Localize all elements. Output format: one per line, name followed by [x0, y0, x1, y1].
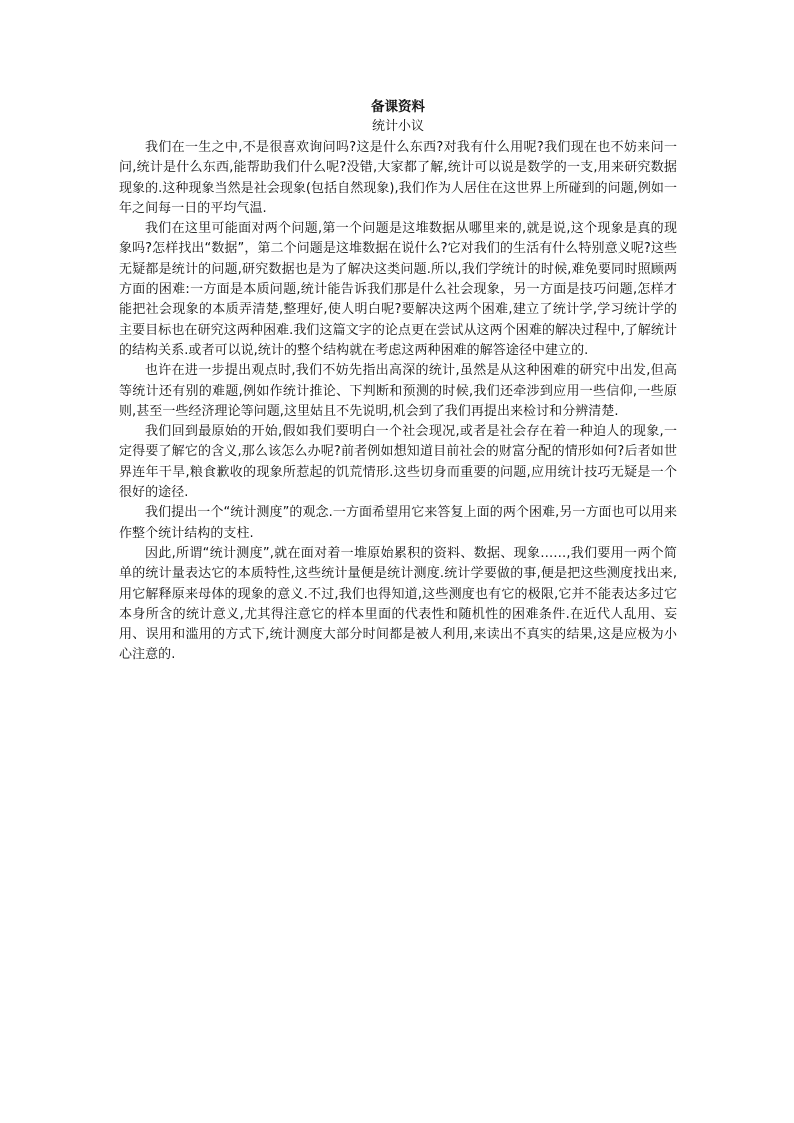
paragraph-6: 因此,所谓“统计测度”,就在面对着一堆原始累积的资料、数据、现象……,我们要用一两个简单的统计量表达它的本质特性,这些统计量便是统计测度.统计学要做的事,便是把这些测度找出来,用它解释原来母体的现象的意义.不过,我们也得知道,这些测度也有它的极限,它并不能表达多过它本身所含的统计意义,尤其得注意它的样本里面的代表性和随机性的困难条件.在近代人乱用、妄用、误用和滥用的方式下,统计测度大部分时间都是被人利用,来读出不真实的结果,这是应极为小心注意的.: [119, 545, 677, 663]
paragraph-1: 我们在一生之中,不是很喜欢询问吗?这是什么东西?对我有什么用呢?我们现在也不妨来问一问,统计是什么东西,能帮助我们什么呢?没错,大家都了解,统计可以说是数学的一支,用来研究数据现象的.这种现象当然是社会现象(包括自然现象),我们作为人居住在这世界上所碰到的问题,例如一年之间每一日的平均气温.: [119, 140, 677, 216]
document-title: 备课资料: [371, 99, 425, 115]
paragraph-3: 也许在进一步提出观点时,我们不妨先指出高深的统计,虽然是从这种困难的研究中出发,但高等统计还有别的难题,例如作统计推论、下判断和预测的时候,我们还牵涉到应用一些信仰,一些原则,甚至一些经济理论等问题,这里姑且不先说明,机会到了我们再提出来检讨和分辨清楚.: [119, 363, 677, 419]
paragraph-4: 我们回到最原始的开始,假如我们要明白一个社会现况,或者是社会存在着一种迫人的现象,一定得要了解它的含义,那么该怎么办呢?前者例如想知道目前社会的财富分配的情形如何?后者如世界连年干旱,粮食歉收的现象所惹起的饥荒情形.这些切身而重要的问题,应用统计技巧无疑是一个很好的途径.: [119, 424, 677, 501]
paragraph-2: 我们在这里可能面对两个问题,第一个问题是这堆数据从哪里来的,就是说,这个现象是真的现象吗?怎样找出“数据”，第二个问题是这堆数据在说什么?它对我们的生活有什么特别意义呢?这些无疑都是统计的问题,研究数据也是为了解决这类问题.所以,我们学统计的时候,难免要同时照顾两方面的困难:一方面是本质问题,统计能告诉我们那是什么社会现象，另一方面是技巧问题,怎样才能把社会现象的本质弄清楚,整理好,使人明白呢?要解决这两个困难,建立了统计学,学习统计学的主要目标也在研究这两种困难.我们这篇文字的论点更在尝试从这两个困难的解决过程中,了解统计的结构关系.或者可以说,统计的整个结构就在考虑这两种困难的解答途径中建立的.: [119, 221, 677, 358]
document-page: [119, 97, 677, 666]
document-subtitle: 统计小议: [371, 119, 424, 134]
paragraph-5: 我们提出一个“统计测度”的观念.一方面希望用它来答复上面的两个困难,另一方面也可以用来作整个统计结构的支柱.: [119, 505, 677, 541]
